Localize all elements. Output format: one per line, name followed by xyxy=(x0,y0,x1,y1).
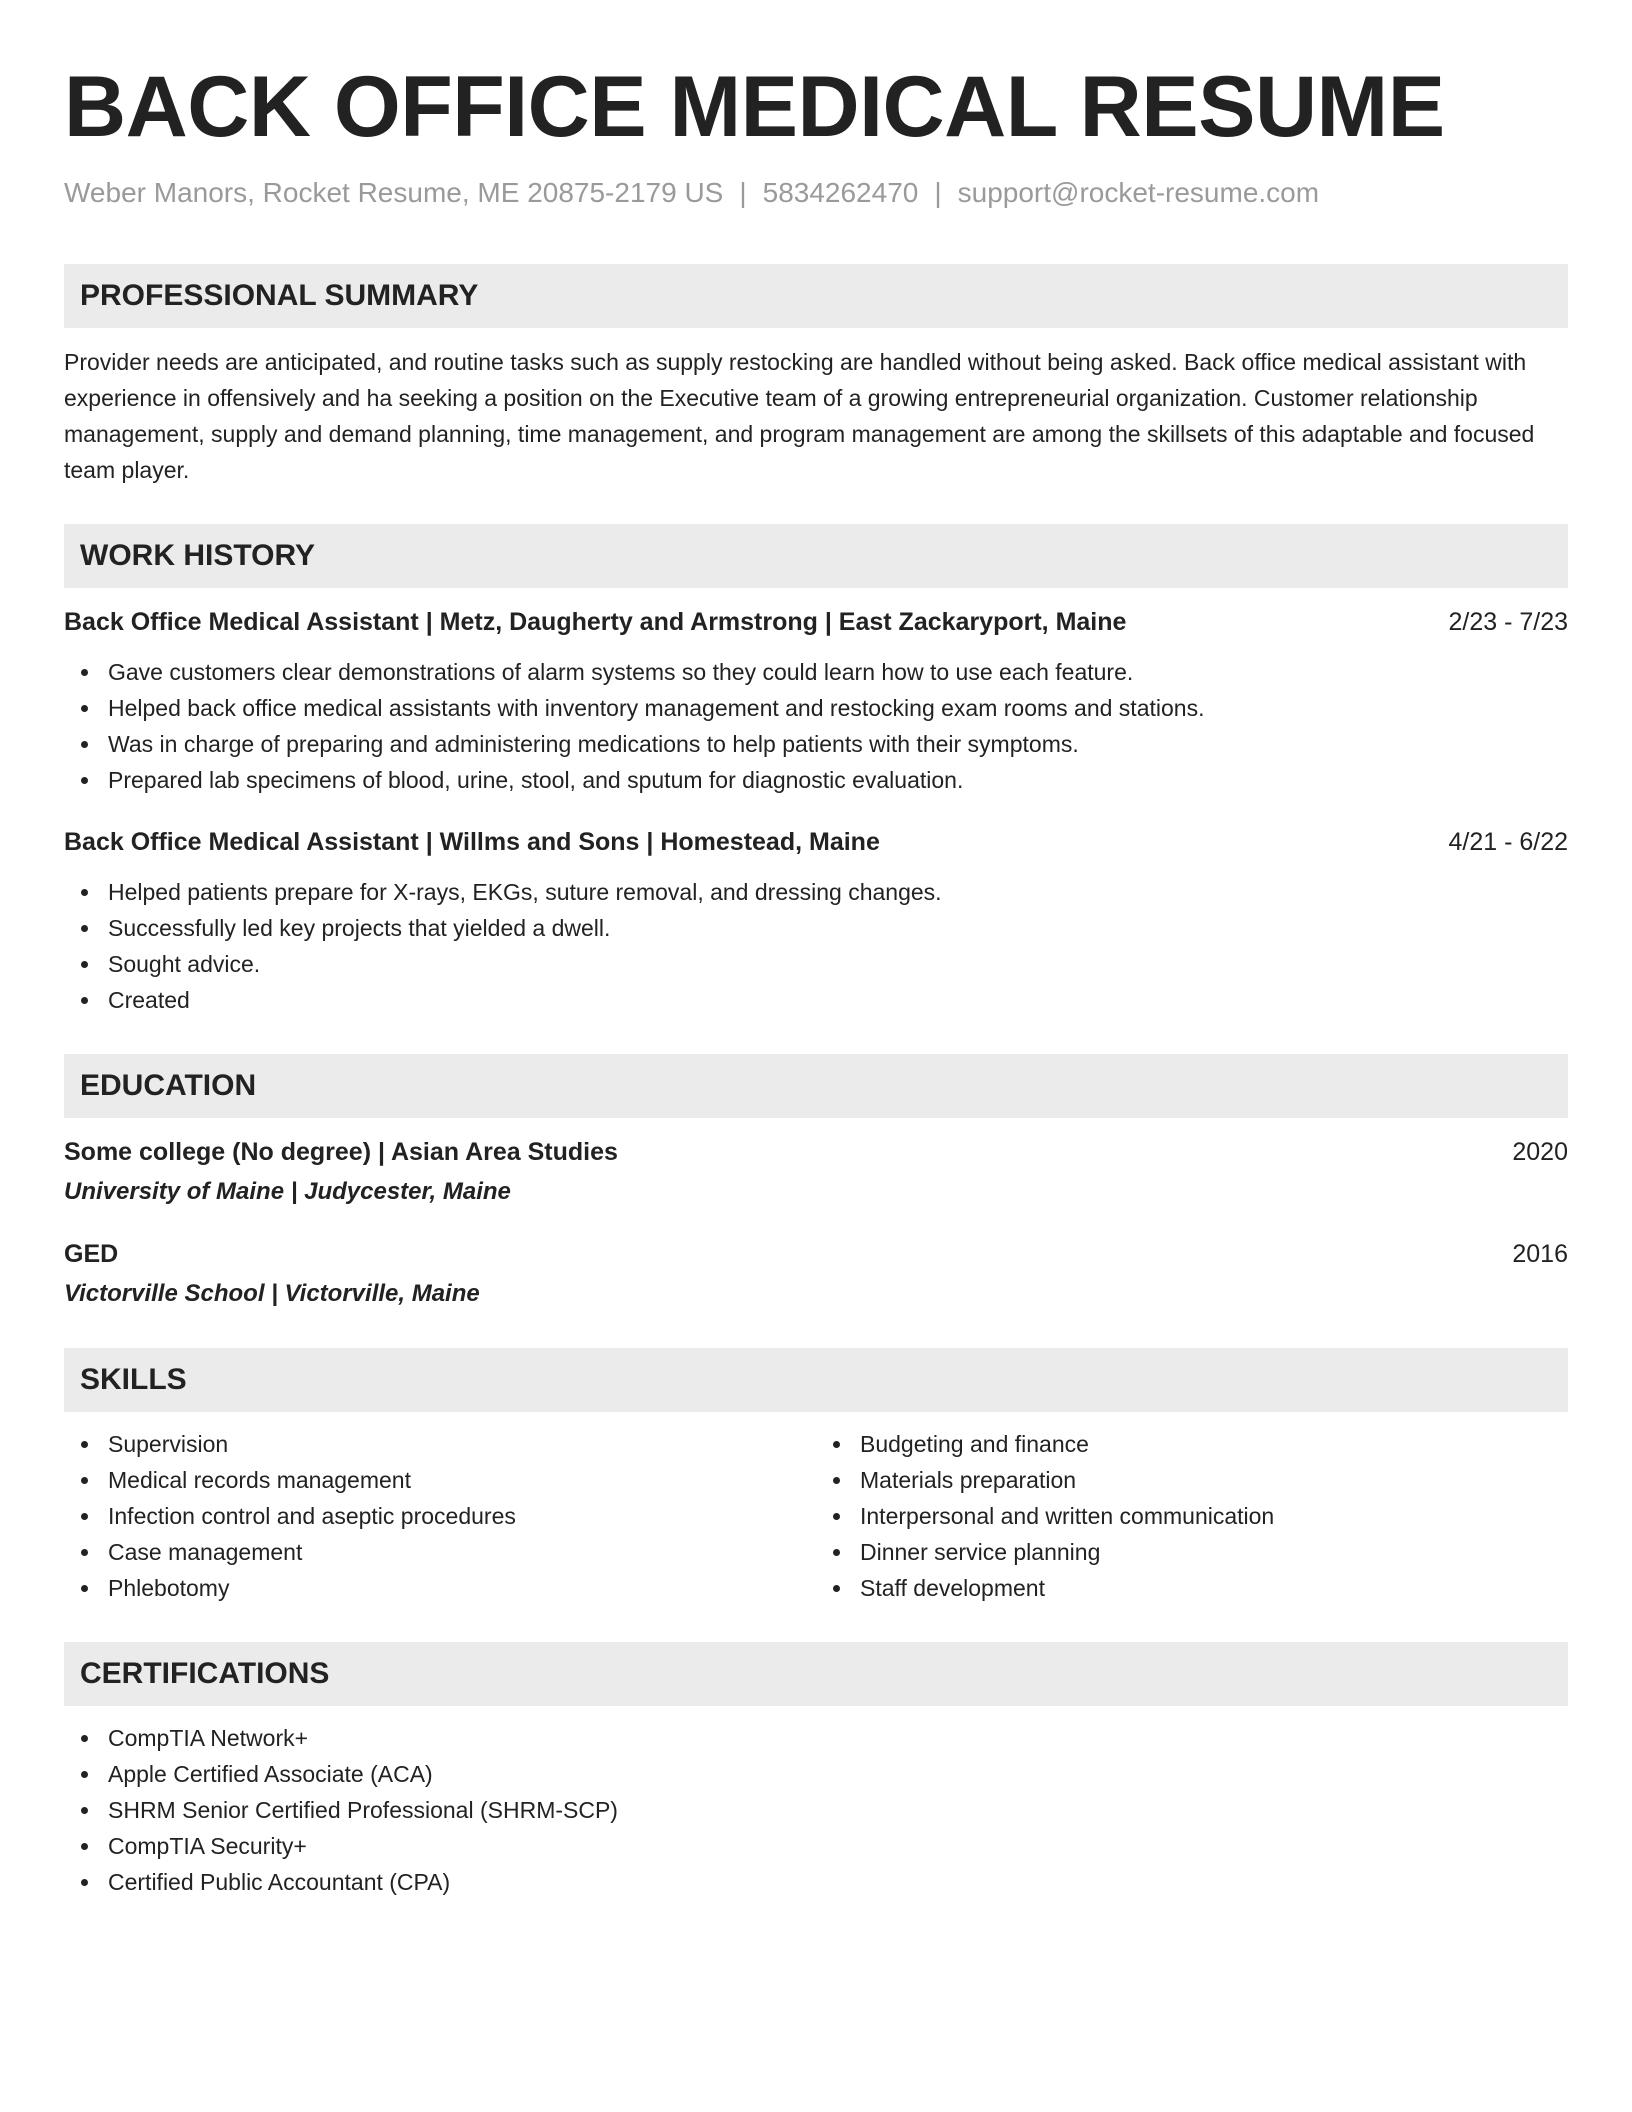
skills-column-left xyxy=(64,1426,816,1606)
certification-item: SHRM Senior Certified Professional (SHRM-SCP) xyxy=(108,1792,1568,1828)
job-bullets xyxy=(64,654,1568,798)
bullet-icon xyxy=(81,1843,88,1850)
contact-separator: | xyxy=(934,177,942,208)
skill-item: Materials preparation xyxy=(860,1462,1568,1498)
bullet-icon xyxy=(833,1477,840,1484)
bullet-icon xyxy=(81,889,88,896)
job-dates: 2/23 - 7/23 xyxy=(1448,607,1568,636)
job-bullet: Gave customers clear demonstrations of alarm systems so they could learn how to use each feature. xyxy=(108,654,1568,690)
bullet-icon xyxy=(81,705,88,712)
bullet-icon xyxy=(81,777,88,784)
contact-separator: | xyxy=(739,177,747,208)
bullet-icon xyxy=(81,1879,88,1886)
education-heading: EDUCATION xyxy=(64,1054,1568,1118)
education-school: Victorville School | Victorville, Maine xyxy=(64,1279,480,1307)
education-degree: GED xyxy=(64,1239,119,1268)
bullet-icon xyxy=(81,1549,88,1556)
skills-list xyxy=(64,1426,1568,1606)
education-degree: Some college (No degree) | Asian Area Studies xyxy=(64,1137,618,1166)
skill-item: Medical records management xyxy=(108,1462,816,1498)
education-entry xyxy=(64,1236,1568,1312)
bullet-icon xyxy=(833,1441,840,1448)
job-dates: 4/21 - 6/22 xyxy=(1448,827,1568,856)
skill-item: Phlebotomy xyxy=(108,1570,816,1606)
bullet-icon xyxy=(81,669,88,676)
education-year: 2020 xyxy=(1512,1137,1568,1166)
certification-item: CompTIA Network+ xyxy=(108,1720,1568,1756)
certification-item: Certified Public Accountant (CPA) xyxy=(108,1864,1568,1900)
education-school: University of Maine | Judycester, Maine xyxy=(64,1177,511,1205)
job-title: Back Office Medical Assistant | Metz, Daugherty and Armstrong | East Zackaryport, Maine xyxy=(64,607,1127,636)
skill-item: Interpersonal and written communication xyxy=(860,1498,1568,1534)
job-bullets xyxy=(64,874,1568,1018)
bullet-icon xyxy=(833,1585,840,1592)
bullet-icon xyxy=(81,925,88,932)
certifications-heading: CERTIFICATIONS xyxy=(64,1642,1568,1706)
bullet-icon xyxy=(81,1735,88,1742)
job-bullet: Was in charge of preparing and administering medications to help patients with their symptoms. xyxy=(108,726,1568,762)
contact-email: support@rocket-resume.com xyxy=(957,177,1320,208)
bullet-icon xyxy=(81,1585,88,1592)
certifications-list xyxy=(64,1720,1568,1900)
bullet-icon xyxy=(81,741,88,748)
job-bullet: Successfully led key projects that yielded a dwell. xyxy=(108,910,1568,946)
bullet-icon xyxy=(81,1477,88,1484)
resume-title: BACK OFFICE MEDICAL RESUME xyxy=(64,59,1445,155)
job-bullet: Prepared lab specimens of blood, urine, stool, and sputum for diagnostic evaluation. xyxy=(108,762,1568,798)
contact-phone: 5834262470 xyxy=(762,177,919,208)
education-entry xyxy=(64,1134,1568,1210)
bullet-icon xyxy=(833,1513,840,1520)
certification-item: CompTIA Security+ xyxy=(108,1828,1568,1864)
bullet-icon xyxy=(81,1807,88,1814)
job-entry xyxy=(64,824,1568,1018)
job-bullet: Sought advice. xyxy=(108,946,1568,982)
job-entry xyxy=(64,604,1568,798)
bullet-icon xyxy=(833,1549,840,1556)
certification-item: Apple Certified Associate (ACA) xyxy=(108,1756,1568,1792)
skill-item: Case management xyxy=(108,1534,816,1570)
bullet-icon xyxy=(81,1513,88,1520)
skill-item: Budgeting and finance xyxy=(860,1426,1568,1462)
skill-item: Staff development xyxy=(860,1570,1568,1606)
bullet-icon xyxy=(81,997,88,1004)
job-bullet: Helped back office medical assistants with inventory management and restocking exam rooms and stations. xyxy=(108,690,1568,726)
skill-item: Dinner service planning xyxy=(860,1534,1568,1570)
skills-column-right xyxy=(816,1426,1568,1606)
contact-address: Weber Manors, Rocket Resume, ME 20875-2179 US xyxy=(64,177,724,208)
work-history-heading: WORK HISTORY xyxy=(64,524,1568,588)
job-bullet: Helped patients prepare for X-rays, EKGs, suture removal, and dressing changes. xyxy=(108,874,1568,910)
skills-heading: SKILLS xyxy=(64,1348,1568,1412)
skill-item: Infection control and aseptic procedures xyxy=(108,1498,816,1534)
education-year: 2016 xyxy=(1512,1239,1568,1268)
bullet-icon xyxy=(81,1771,88,1778)
summary-heading: PROFESSIONAL SUMMARY xyxy=(64,264,1568,328)
job-bullet: Created xyxy=(108,982,1568,1018)
skill-item: Supervision xyxy=(108,1426,816,1462)
job-title: Back Office Medical Assistant | Willms and Sons | Homestead, Maine xyxy=(64,827,880,856)
contact-line xyxy=(64,176,1568,210)
bullet-icon xyxy=(81,1441,88,1448)
bullet-icon xyxy=(81,961,88,968)
summary-text: Provider needs are anticipated, and routine tasks such as supply restocking are handled without being asked. Back office medical assistant with experience in offensively and ha seeking a position on the Executive team of a growing entrepreneurial organization. Customer relationship management, supply and demand planning, time management, and program management are among the skillsets of this adaptable and focused team player. xyxy=(64,348,1535,483)
